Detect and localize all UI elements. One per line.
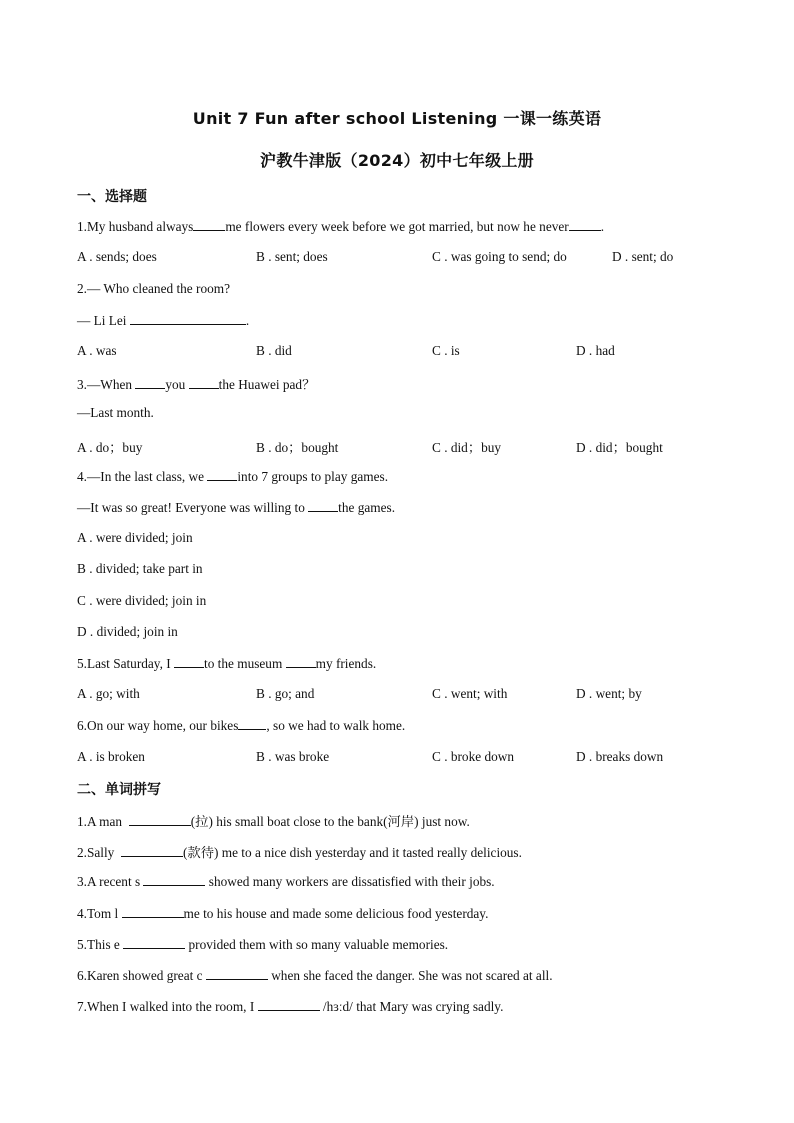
- q1-text-b: me flowers every week before we got married, but now he never: [225, 219, 569, 234]
- q4-option-c: C . were divided; join in: [77, 593, 207, 608]
- q3-option-b: B . do；bought: [256, 440, 339, 455]
- q2-option-b: B . did: [256, 343, 292, 358]
- blank: [189, 376, 219, 389]
- s6-text-b: when she faced the danger. She was not scared at all.: [271, 968, 553, 983]
- q3-option-a: A . do；buy: [77, 440, 143, 455]
- q4-option-a: A . were divided; join: [77, 530, 193, 545]
- q3-text-a: 3.—When: [77, 377, 133, 392]
- blank: [193, 218, 225, 231]
- q5-option-b: B . go; and: [256, 686, 315, 701]
- spelling-1: [77, 811, 470, 830]
- s1-text-b: (拉) his small boat close to the bank(河岸) just now.: [190, 814, 470, 829]
- spelling-4: [77, 905, 488, 922]
- q1-option-a: A . sends; does: [77, 249, 157, 264]
- blank: [238, 717, 266, 730]
- q2-reply-end: .: [245, 313, 250, 328]
- q3-text-c: the Huawei pad？: [218, 377, 316, 392]
- q3-option-c: C . did；buy: [432, 440, 502, 455]
- section-heading-choice: 一、选择题: [77, 189, 147, 205]
- q1-option-d: D . sent; do: [612, 249, 674, 264]
- blank: [123, 936, 185, 949]
- q6-option-b: B . was broke: [256, 749, 330, 764]
- blank: [129, 813, 191, 826]
- q2-reply: [77, 312, 249, 329]
- document-subtitle: 沪教牛津版（2024）初中七年级上册: [260, 151, 534, 170]
- q1-option-b: B . sent; does: [256, 249, 328, 264]
- blank: [174, 655, 204, 668]
- spelling-2: [77, 842, 522, 861]
- blank: [130, 312, 246, 325]
- blank: [135, 376, 165, 389]
- spelling-7: [77, 998, 503, 1015]
- q5-option-a: A . go; with: [77, 686, 140, 701]
- q1-text-c: .: [600, 219, 605, 234]
- question-6: [77, 717, 405, 734]
- s1-text-a: 1.A man: [77, 814, 123, 829]
- q5-text-b: to the museum: [204, 656, 283, 671]
- s5-text-a: 5.This e: [77, 937, 120, 952]
- question-4: [77, 468, 388, 485]
- s7-text-b: /hɜːd/ that Mary was crying sadly.: [322, 999, 504, 1014]
- q4-option-b: B . divided; take part in: [77, 561, 203, 576]
- s6-text-a: 6.Karen showed great c: [77, 968, 203, 983]
- spelling-3: [77, 873, 495, 890]
- blank: [258, 998, 320, 1011]
- q3-text-b: you: [165, 377, 186, 392]
- q2-option-c: C . is: [432, 343, 460, 358]
- question-1: [77, 218, 604, 235]
- q4-reply-b: the games.: [338, 500, 396, 515]
- blank: [569, 218, 601, 231]
- s2-text-a: 2.Sally: [77, 845, 115, 860]
- question-2: 2.— Who cleaned the room?: [77, 281, 230, 296]
- q6-text-b: , so we had to walk home.: [266, 718, 406, 733]
- blank: [206, 967, 268, 980]
- q6-option-c: C . broke down: [432, 749, 514, 764]
- spelling-5: [77, 936, 448, 953]
- s4-text-b: me to his house and made some delicious food yesterday.: [183, 906, 489, 921]
- document-title: Unit 7 Fun after school Listening 一课一练英语: [192, 109, 602, 128]
- q2-option-a: A . was: [77, 343, 117, 358]
- blank: [143, 873, 205, 886]
- q5-text-a: 5.Last Saturday, I: [77, 656, 171, 671]
- question-3: [77, 374, 315, 393]
- q2-option-d: D . had: [576, 343, 615, 358]
- q4-reply: [77, 499, 395, 516]
- q4-reply-a: —It was so great! Everyone was willing to: [77, 500, 305, 515]
- blank: [207, 468, 237, 481]
- q1-option-c: C . was going to send; do: [432, 249, 567, 264]
- question-5: [77, 655, 376, 672]
- q3-reply: —Last month.: [77, 405, 154, 420]
- section-heading-spelling: 二、单词拼写: [77, 782, 161, 798]
- s2-text-b: (款待) me to a nice dish yesterday and it tasted really delicious.: [182, 845, 522, 860]
- s5-text-b: provided them with so many valuable memories.: [188, 937, 449, 952]
- blank: [121, 844, 183, 857]
- q6-option-d: D . breaks down: [576, 749, 664, 764]
- q6-text-a: 6.On our way home, our bikes: [77, 718, 239, 733]
- q2-reply-text: — Li Lei: [77, 313, 127, 328]
- q5-text-c: my friends.: [315, 656, 377, 671]
- s7-text-a: 7.When I walked into the room, I: [77, 999, 255, 1014]
- q5-option-c: C . went; with: [432, 686, 508, 701]
- q1-text-a: 1.My husband always: [77, 219, 194, 234]
- q3-option-d: D . did；bought: [576, 440, 663, 455]
- spelling-6: [77, 967, 553, 984]
- blank: [308, 499, 338, 512]
- s4-text-a: 4.Tom l: [77, 906, 119, 921]
- s3-text-b: showed many workers are dissatisfied with their jobs.: [208, 874, 495, 889]
- q6-option-a: A . is broken: [77, 749, 145, 764]
- q4-text-b: into 7 groups to play games.: [237, 469, 389, 484]
- blank: [286, 655, 316, 668]
- blank: [122, 905, 184, 918]
- q4-option-d: D . divided; join in: [77, 624, 178, 639]
- s3-text-a: 3.A recent s: [77, 874, 141, 889]
- q4-text-a: 4.—In the last class, we: [77, 469, 205, 484]
- q5-option-d: D . went; by: [576, 686, 642, 701]
